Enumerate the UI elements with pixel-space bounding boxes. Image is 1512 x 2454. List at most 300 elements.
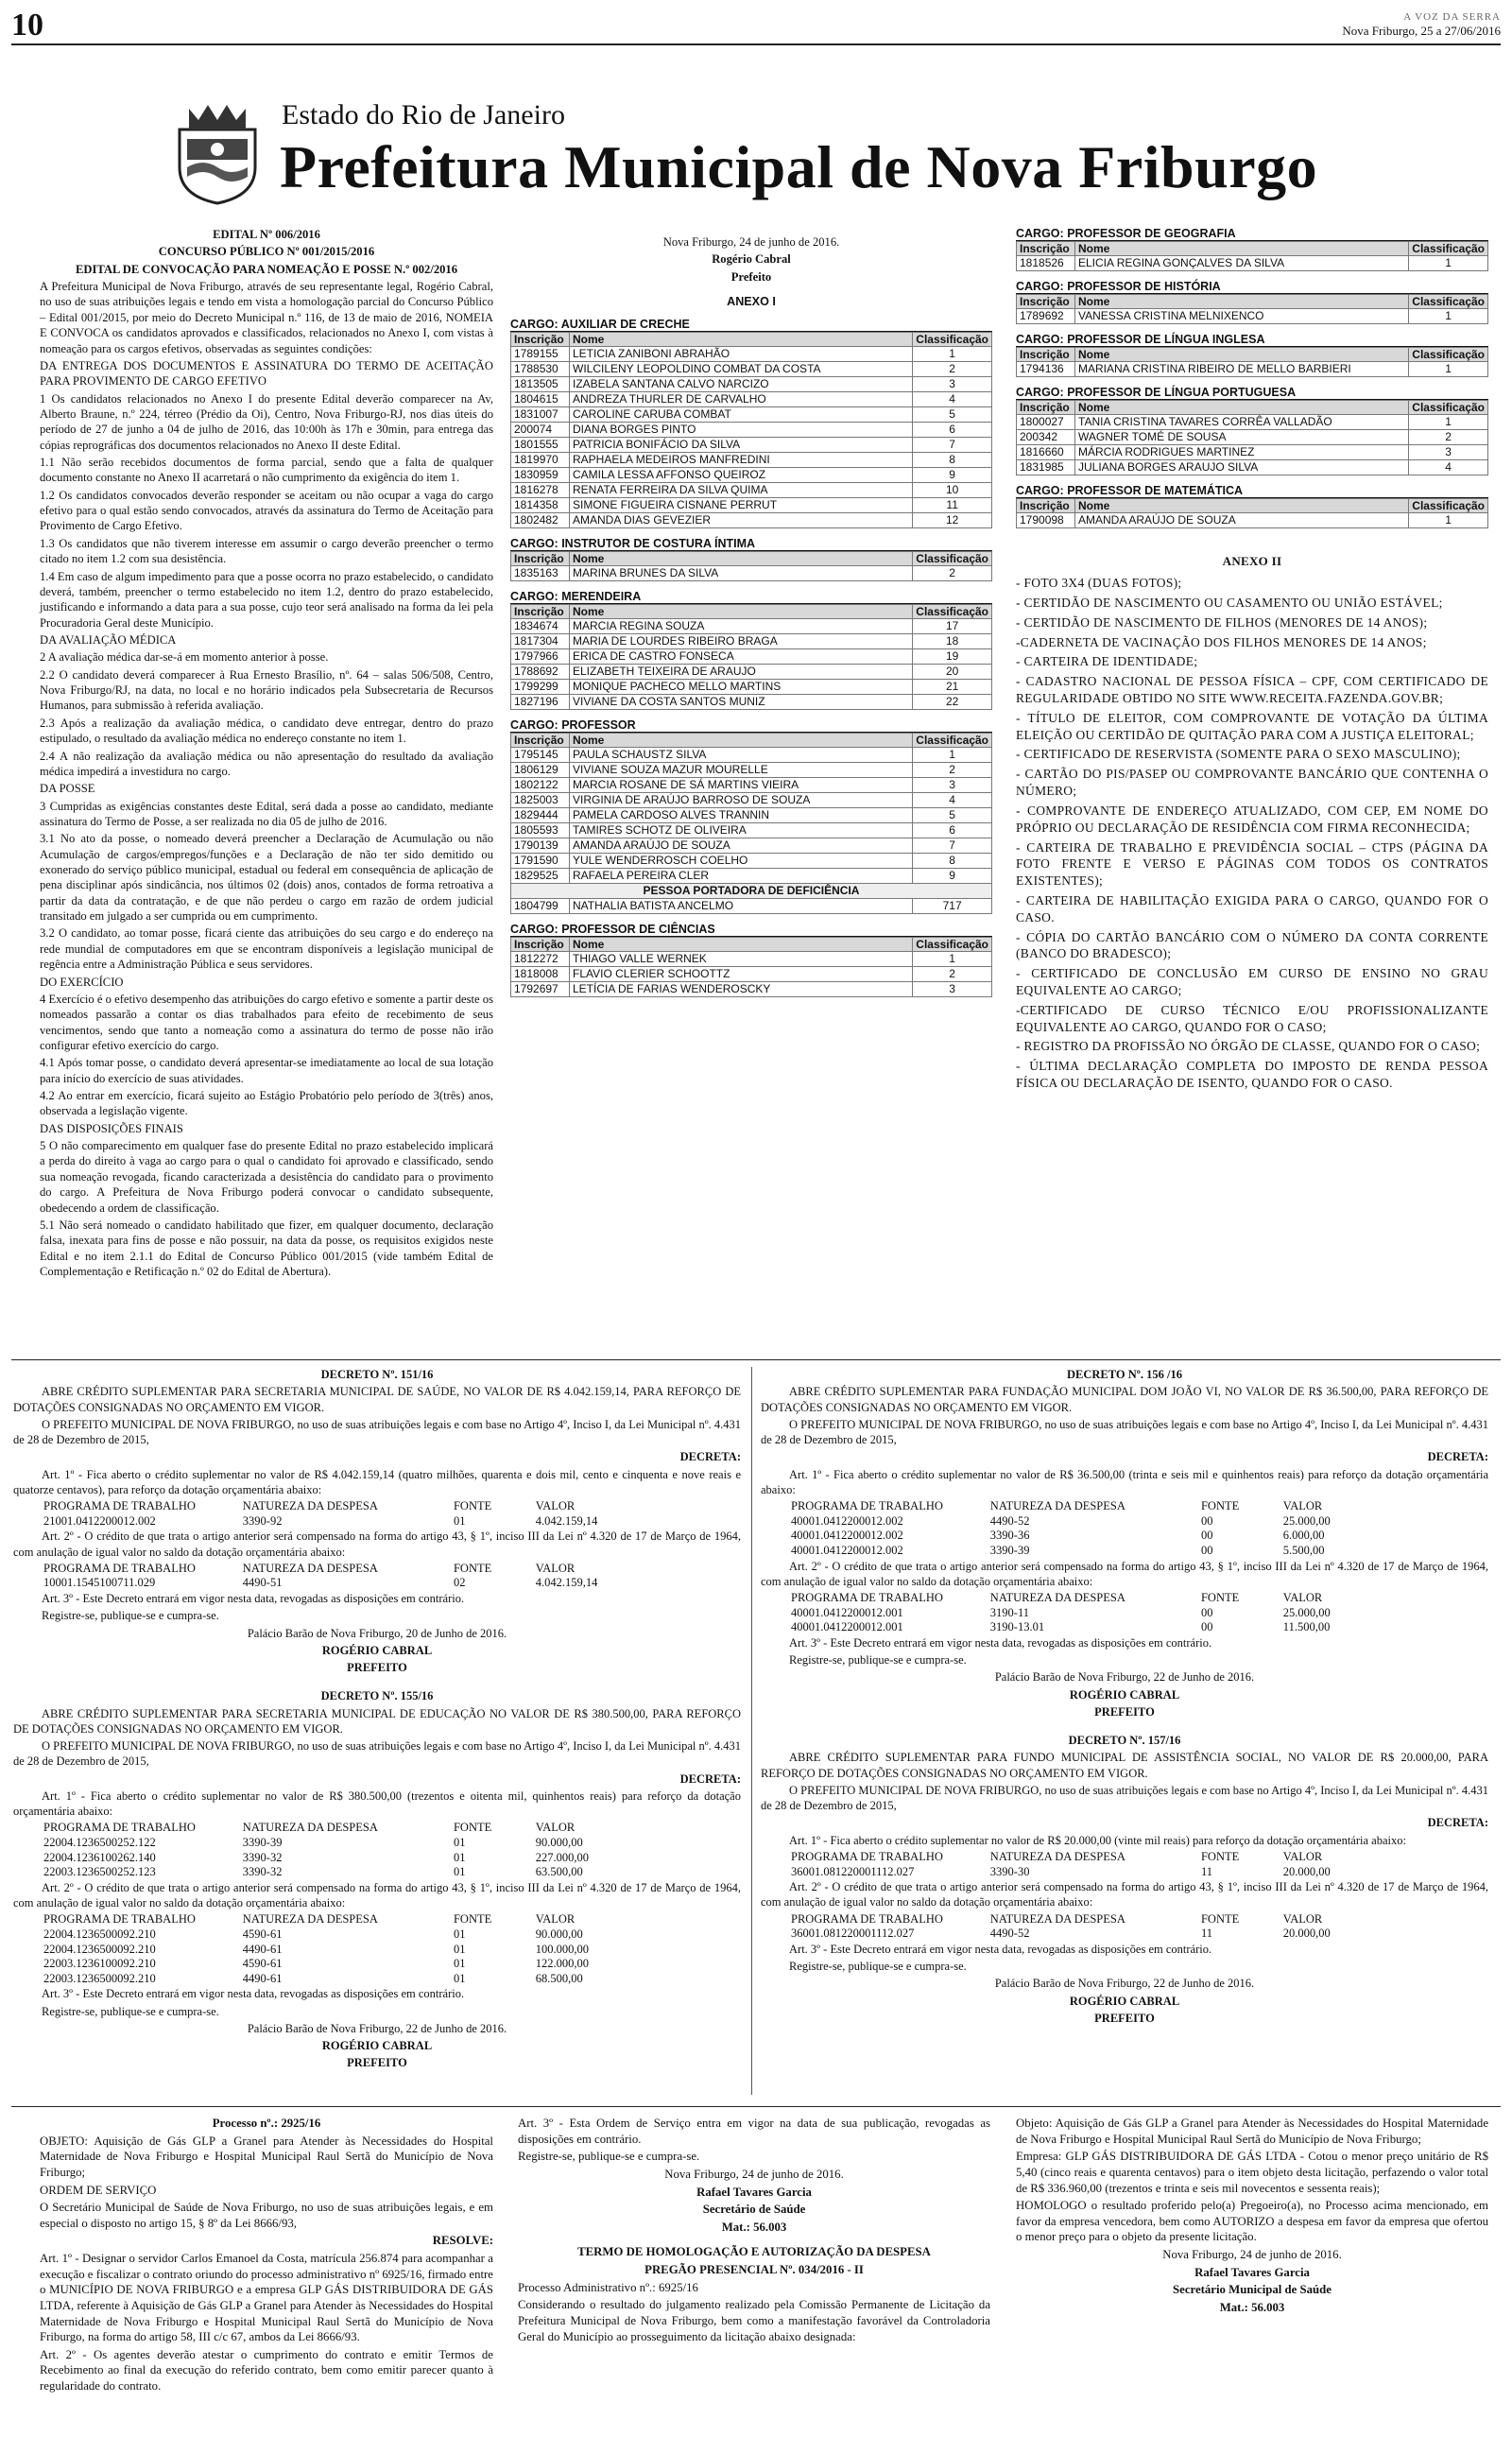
decree-cell: 40001.0412200012.002: [791, 1543, 903, 1557]
edital-paragraph: 1.3 Os candidatos que não tiverem interesse em assumir o cargo deverão preencher o termo citado no item 1.2 com sua desistência.: [40, 536, 493, 566]
table-row: [511, 566, 992, 581]
cargo-label: CARGO:: [1016, 386, 1064, 399]
column-header: Classificação: [913, 605, 992, 619]
decree-table-row: [789, 1850, 1375, 1865]
decree-palacio: Palácio Barão de Nova Friburgo, 20 de Junho de 2016.: [247, 1626, 507, 1640]
inscricao-cell: 1791590: [511, 854, 570, 869]
table-row: [511, 453, 992, 468]
inscricao-cell: 1814358: [511, 498, 570, 513]
decree-table: [789, 1499, 1375, 1559]
decree-cell: PROGRAMA DE TRABALHO: [43, 1499, 196, 1512]
table-row: [511, 634, 992, 649]
candidate-table: [1016, 241, 1488, 271]
decree-table-row: [42, 1576, 627, 1591]
class-cell: 3: [913, 982, 992, 997]
decree-cell: 11: [1200, 1927, 1213, 1941]
state-name: Estado do Rio de Janeiro: [282, 99, 565, 130]
column-header: Classificação: [913, 938, 992, 952]
name-cell: MARCIA REGINA SOUZA: [570, 619, 913, 634]
table-row: [1017, 309, 1488, 324]
inscricao-cell: 1819970: [511, 453, 570, 468]
name-cell: TAMIRES SCHOTZ DE OLIVEIRA: [570, 823, 913, 838]
name-cell: MARCIA ROSANE DE SÁ MARTINS VIEIRA: [570, 778, 913, 793]
decree-palacio: Palácio Barão de Nova Friburgo, 22 de Junho de 2016.: [247, 2021, 507, 2035]
decree-cell: 00: [1200, 1620, 1213, 1634]
table-row: [1017, 513, 1488, 528]
termo-pregao: PREGÃO PRESENCIAL Nº. 034/2016 - II: [644, 2263, 864, 2276]
decree-cell: 01: [453, 1971, 466, 1985]
decree-cell: NATUREZA DA DESPESA: [989, 1911, 1125, 1926]
termo-title: TERMO DE HOMOLOGAÇÃO E AUTORIZAÇÃO DA DESPESA: [577, 2245, 931, 2259]
inscricao-cell: 1804799: [511, 899, 570, 914]
edital-paragraph: 2.3 Após a realização da avaliação médica, o candidato deve entregar, dentro do prazo estipulado, o resultado da avaliação médica no endereço constante no item 1.: [40, 716, 493, 746]
decree-d155: [13, 1688, 741, 2070]
decree-cell: 4.042.159,14: [535, 1513, 598, 1528]
class-cell: 22: [913, 695, 992, 710]
decree-decreta: DECRETA:: [679, 1450, 741, 1464]
class-cell: 8: [913, 453, 992, 468]
anexo1-groups: [510, 318, 992, 997]
column-header: Inscrição: [1017, 401, 1075, 415]
cargo-label: CARGO:: [1016, 333, 1064, 346]
decree-cell: 11.500,00: [1282, 1620, 1331, 1634]
inscricao-cell: 1800027: [1017, 415, 1075, 430]
sign-role: Prefeito: [730, 269, 772, 284]
decree-reg: Registre-se, publique-se e cumpra-se.: [42, 2004, 219, 2018]
termo-sign-role: Secretário Municipal de Saúde: [1173, 2283, 1332, 2297]
name-cell: CAMILA LESSA AFFONSO QUEIROZ: [570, 468, 913, 483]
name-cell: WAGNER TOMÉ DE SOUSA: [1075, 430, 1409, 445]
table-row: [511, 498, 992, 513]
name-cell: JULIANA BORGES ARAUJO SILVA: [1075, 460, 1409, 475]
decree-cell: 3190-11: [989, 1605, 1029, 1619]
edital-body: [40, 279, 493, 1279]
cargo-name: PROFESSOR DE CIÊNCIAS: [561, 923, 715, 937]
decree-cell: 11: [1200, 1864, 1213, 1878]
decree-table-row: [42, 1562, 627, 1577]
edital-paragraph: DO EXERCÍCIO: [40, 975, 124, 989]
decree-palacio: Palácio Barão de Nova Friburgo, 22 de Junho de 2016.: [994, 1670, 1255, 1685]
cargo-label: CARGO:: [510, 590, 558, 604]
header-right: [1342, 11, 1501, 39]
decree-sign-name: ROGÉRIO CABRAL: [1069, 1687, 1180, 1702]
decree-sign-name: ROGÉRIO CABRAL: [321, 1643, 433, 1657]
processo-art3: Art. 3º - Esta Ordem de Serviço entra em vigor na data de sua publicação, revogadas as disposições em contrário.: [518, 2117, 990, 2146]
decree-art3: Art. 3º - Este Decreto entrará em vigor nesta data, revogadas as disposições em contrário.: [789, 1635, 1212, 1650]
section-divider: [11, 1359, 1501, 1360]
anexo2-item: - TÍTULO DE ELEITOR, COM COMPROVANTE DE VOTAÇÃO DA ÚLTIMA ELEIÇÃO OU CERTIDÃO DE QUITAÇÃO PARA COM A JUSTIÇA ELEITORAL;: [1016, 710, 1488, 742]
name-cell: MARINA BRUNES DA SILVA: [570, 566, 913, 581]
cargo-name: PROFESSOR: [561, 718, 636, 733]
decree-cell: VALOR: [1282, 1849, 1323, 1863]
cargo-label: CARGO:: [1016, 227, 1064, 240]
table-row: [511, 808, 992, 823]
decree-art1: Art. 1º - Fica aberto o crédito suplementar no valor de R$ 380.500,00 (trezentos e oitenta mil, quinhentos reais) para reforço da dotação orçamentária abaixo:: [13, 1789, 741, 1818]
decree-cell: 4490-51: [242, 1576, 283, 1590]
decree-cell: NATUREZA DA DESPESA: [989, 1499, 1125, 1512]
class-cell: 1: [1409, 362, 1488, 377]
decree-cell: VALOR: [535, 1561, 576, 1575]
decree-table: [42, 1912, 627, 1986]
decree-cell: 6.000,00: [1282, 1529, 1325, 1543]
inscricao-cell: 1813505: [511, 377, 570, 392]
decree-cell: 100.000,00: [535, 1942, 590, 1956]
name-cell: AMANDA DIAS GEVEZIER: [570, 513, 913, 528]
decree-cell: PROGRAMA DE TRABALHO: [791, 1591, 943, 1604]
section-divider-2: [11, 2106, 1501, 2107]
column-header: Classificação: [913, 734, 992, 748]
decree-cell: FONTE: [1200, 1499, 1240, 1512]
column-header: Nome: [570, 333, 913, 347]
decree-cell: PROGRAMA DE TRABALHO: [791, 1849, 943, 1863]
processo-art2: Art. 2º - Os agentes deverão atestar o cumprimento do contrato e emitir Termos de Recebimento ao final da execução do referido contrato, bem como emitir parecer quanto à regularidade do contrato.: [40, 2347, 493, 2393]
table-row: [1017, 460, 1488, 475]
processo-date: Nova Friburgo, 24 de junho de 2016.: [664, 2167, 844, 2181]
name-cell: MARIANA CRISTINA RIBEIRO DE MELLO BARBIERI: [1075, 362, 1409, 377]
decree-title: DECRETO Nº. 155/16: [320, 1689, 434, 1703]
name-cell: ERICA DE CASTRO FONSECA: [570, 649, 913, 665]
cargo-name: PROFESSOR DE LÍNGUA INGLESA: [1067, 333, 1265, 346]
decree-cell: 22003.1236500092.210: [43, 1971, 156, 1985]
inscricao-cell: 1827196: [511, 695, 570, 710]
decree-cell: 4490-61: [242, 1942, 283, 1956]
name-cell: DIANA BORGES PINTO: [570, 423, 913, 438]
name-cell: RAPHAELA MEDEIROS MANFREDINI: [570, 453, 913, 468]
decree-sign-name: ROGÉRIO CABRAL: [321, 2039, 433, 2053]
prefeitura-title: Prefeitura Municipal de Nova Friburgo: [280, 133, 1318, 200]
decree-cell: NATUREZA DA DESPESA: [242, 1561, 378, 1575]
column-header: Classificação: [1409, 295, 1488, 309]
decree-art3: Art. 3º - Este Decreto entrará em vigor nesta data, revogadas as disposições em contrário.: [789, 1942, 1212, 1956]
decree-table-row: [42, 1943, 627, 1958]
decree-cell: 10001.1545100711.029: [43, 1576, 156, 1590]
decree-reg: Registre-se, publique-se e cumpra-se.: [789, 1960, 967, 1974]
column-divider: [751, 1367, 752, 2095]
anexo2-item: - CARTEIRA DE IDENTIDADE;: [1016, 654, 1198, 669]
decree-d156: [761, 1367, 1488, 1720]
decree-table-row: [789, 1529, 1375, 1544]
candidate-table: [510, 604, 992, 710]
anexo2-title: ANEXO II: [1222, 554, 1282, 568]
inscricao-cell: 1831985: [1017, 460, 1075, 475]
table-row: [511, 778, 992, 793]
name-cell: MÁRCIA RODRIGUES MARTINEZ: [1075, 445, 1409, 460]
inscricao-cell: 1804615: [511, 392, 570, 407]
name-cell: WILCILENY LEOPOLDINO COMBAT DA COSTA: [570, 362, 913, 377]
class-cell: 1: [1409, 415, 1488, 430]
anexo2-item: - CÓPIA DO CARTÃO BANCÁRIO COM O NÚMERO DA CONTA CORRENTE (BANCO DO BRADESCO);: [1016, 929, 1488, 961]
decree-sign-role: PREFEITO: [1094, 2011, 1155, 2025]
decree-abre: ABRE CRÉDITO SUPLEMENTAR PARA FUNDO MUNICIPAL DE ASSISTÊNCIA SOCIAL, NO VALOR DE R$ 20.000,00, PARA REFORÇO DE DOTAÇÕES CONSIGNADAS NO ORÇAMENTO EM VIGOR.: [761, 1751, 1488, 1780]
name-cell: IZABELA SANTANA CALVO NARCIZO: [570, 377, 913, 392]
decree-cell: 01: [453, 1927, 466, 1941]
decree-decreta: DECRETA:: [1427, 1450, 1488, 1464]
decree-cell: NATUREZA DA DESPESA: [242, 1499, 378, 1512]
processo-reg: Registre-se, publique-se e cumpra-se.: [518, 2150, 700, 2164]
column-header: Nome: [1075, 295, 1409, 309]
name-cell: TANIA CRISTINA TAVARES CORRÊA VALLADÃO: [1075, 415, 1409, 430]
column-header: Nome: [1075, 348, 1409, 362]
name-cell: AMANDA ARAÚJO DE SOUZA: [1075, 513, 1409, 528]
decree-cell: 3190-13.01: [989, 1620, 1045, 1634]
decree-sign-role: PREFEITO: [1094, 1704, 1155, 1719]
decree-cell: 02: [453, 1576, 466, 1590]
table-row: [511, 483, 992, 498]
table-row: [511, 438, 992, 453]
edital-paragraph: 1.1 Não serão recebidos documentos de forma parcial, sendo que a falta de qualquer documento constante no Anexo II acarretará o não cumprimento da exigência do item 1.: [40, 456, 493, 485]
class-cell: 1: [913, 952, 992, 967]
decree-cell: VALOR: [535, 1821, 576, 1835]
edital-column: [40, 227, 493, 1281]
cargo-heading: [510, 537, 992, 551]
inscricao-cell: 1830959: [511, 468, 570, 483]
decree-cell: 3390-32: [242, 1865, 283, 1879]
edital-paragraph: 3.2 O candidato, ao tomar posse, ficará ciente das atribuições do seu cargo e do endereço na rede mundial de computadores em que se encontram disponíveis a legislação municipal de regência entre a Administração Pública e seus servidores.: [40, 926, 493, 972]
name-cell: PAMELA CARDOSO ALVES TRANNIN: [570, 808, 913, 823]
decree-cell: 22003.1236100092.210: [43, 1957, 156, 1971]
class-cell: 6: [913, 423, 992, 438]
column-header: Nome: [570, 938, 913, 952]
decree-title: DECRETO Nº. 157/16: [1068, 1734, 1181, 1748]
publication-name: A VOZ DA SERRA: [1403, 11, 1501, 23]
inscricao-cell: 1789692: [1017, 309, 1075, 324]
decree-cell: 90.000,00: [535, 1835, 583, 1849]
decree-prefeito: O PREFEITO MUNICIPAL DE NOVA FRIBURGO, no uso de suas atribuições legais e com base no Artigo 4º, Inciso I, da Lei Municipal nº. 4.431 de 28 de Dezembro de 2015,: [13, 1739, 741, 1769]
table-row: [511, 377, 992, 392]
name-cell: FLAVIO CLERIER SCHOOTTZ: [570, 967, 913, 982]
pd-row: [511, 884, 992, 899]
name-cell: ELIZABETH TEIXEIRA DE ARAUJO: [570, 665, 913, 680]
decree-art2: Art. 2º - O crédito de que trata o artigo anterior será compensado na forma do artigo 43, § 1º, inciso III da Lei nº 4.320 de 17 de Março de 1964, com anulação de igual valor no saldo da dotação orçamentária abaixo:: [13, 1529, 741, 1559]
name-cell: AMANDA ARAÚJO DE SOUZA: [570, 838, 913, 854]
cargo-label: CARGO:: [510, 718, 558, 733]
cargo-heading: [1016, 227, 1488, 241]
decree-cell: FONTE: [1200, 1849, 1240, 1863]
column-header: Nome: [1075, 401, 1409, 415]
decree-cell: 4490-52: [989, 1927, 1030, 1941]
termo-date: Nova Friburgo, 24 de junho de 2016.: [1162, 2248, 1342, 2261]
class-cell: 1: [913, 748, 992, 763]
class-cell: 2: [1409, 430, 1488, 445]
anexo2-list: [1016, 575, 1488, 1092]
name-cell: VIVIANE SOUZA MAZUR MOURELLE: [570, 763, 913, 778]
decree-cell: 40001.0412200012.001: [791, 1605, 903, 1619]
cargo-name: INSTRUTOR DE COSTURA ÍNTIMA: [561, 537, 756, 551]
anexo1-column: [510, 227, 992, 997]
cargo-name: PROFESSOR DE LÍNGUA PORTUGUESA: [1067, 386, 1297, 399]
column-header: Classificação: [1409, 348, 1488, 362]
class-cell: 19: [913, 649, 992, 665]
decree-cell: 22003.1236500252.123: [43, 1865, 156, 1879]
decree-table-row: [789, 1912, 1375, 1927]
decree-table: [42, 1821, 627, 1880]
termo-homologo: HOMOLOGO o resultado proferido pelo(a) Pregoeiro(a), no Processo acima mencionado, em favor da empresa vencedora, bem como AUTORIZO a despesa em favor da empresa que ofertou o menor preço para o objeto da presente licitação.: [1016, 2199, 1488, 2244]
decree-cell: 36001.081220001112.027: [791, 1864, 915, 1878]
decree-table: [42, 1562, 627, 1591]
inscricao-cell: 1797966: [511, 649, 570, 665]
decree-cell: 3390-39: [989, 1543, 1030, 1557]
class-cell: 8: [913, 854, 992, 869]
column-header: Inscrição: [511, 938, 570, 952]
table-row: [1017, 256, 1488, 271]
cargo-heading: [1016, 386, 1488, 400]
anexo2-item: - CARTÃO DO PIS/PASEP OU COMPROVANTE BANCÁRIO QUE CONTENHA O NÚMERO;: [1016, 767, 1488, 799]
table-row: [511, 407, 992, 423]
decree-table-row: [42, 1957, 627, 1972]
decree-table: [789, 1912, 1375, 1942]
decree-cell: 01: [453, 1865, 466, 1879]
decree-cell: FONTE: [453, 1821, 492, 1835]
anexo2-item: -CERTIFICADO DE CURSO TÉCNICO E/OU PROFISSIONALIZANTE EQUIVALENTE AO CARGO, QUANDO FOR O CASO;: [1016, 1002, 1488, 1034]
decree-art3: Art. 3º - Este Decreto entrará em vigor nesta data, revogadas as disposições em contrário.: [42, 1987, 465, 2001]
anexo2-item: - CADASTRO NACIONAL DE PESSOA FÍSICA – CPF, COM CERTIFICADO DE REGULARIDADE OBTIDO NO SITE WWW.RECEITA.FAZENDA.GOV.BR;: [1016, 674, 1488, 706]
decree-prefeito: O PREFEITO MUNICIPAL DE NOVA FRIBURGO, no uso de suas atribuições legais e com base no Artigo 4º, Inciso I, da Lei Municipal nº. 4.431 de 28 de Dezembro de 2015,: [761, 1417, 1488, 1446]
decree-cell: 3390-32: [242, 1850, 283, 1864]
decree-cell: PROGRAMA DE TRABALHO: [43, 1912, 196, 1927]
table-row: [1017, 415, 1488, 430]
decree-cell: 122.000,00: [535, 1957, 590, 1971]
sign-name: Rogério Cabral: [712, 252, 791, 267]
anexo2-item: - FOTO 3X4 (DUAS FOTOS);: [1016, 576, 1182, 591]
class-cell: 4: [913, 793, 992, 808]
cargo-heading: [1016, 280, 1488, 294]
decree-cell: PROGRAMA DE TRABALHO: [791, 1911, 943, 1926]
decree-cell: 4490-61: [242, 1971, 283, 1985]
column-header: Inscrição: [1017, 499, 1075, 513]
cargo-name: PROFESSOR DE MATEMÁTICA: [1067, 484, 1244, 497]
decree-cell: 68.500,00: [535, 1971, 583, 1985]
edital-paragraph: DAS DISPOSIÇÕES FINAIS: [40, 1121, 183, 1135]
class-cell: 2: [913, 967, 992, 982]
cargo-name: PROFESSOR DE GEOGRAFIA: [1067, 227, 1236, 240]
decree-cell: VALOR: [1282, 1591, 1323, 1604]
decree-table-row: [789, 1591, 1375, 1606]
decree-cell: FONTE: [1200, 1911, 1240, 1926]
table-row: [511, 899, 992, 914]
termo-column-continued: [1016, 2116, 1488, 2318]
processo-sign-mat: Mat.: 56.003: [721, 2220, 787, 2234]
decree-cell: 22004.1236500092.210: [43, 1927, 156, 1941]
column-header: Classificação: [1409, 401, 1488, 415]
class-cell: 1: [913, 347, 992, 362]
processo-sign-name: Rafael Tavares Garcia: [696, 2185, 812, 2199]
table-row: [511, 823, 992, 838]
candidate-table: [1016, 347, 1488, 377]
decree-art3: Art. 3º - Este Decreto entrará em vigor nesta data, revogadas as disposições em contrário.: [42, 1592, 465, 1605]
decree-table: [789, 1591, 1375, 1635]
page-number: 10: [11, 8, 43, 43]
decree-cell: 90.000,00: [535, 1927, 583, 1941]
column-header: Nome: [1075, 499, 1409, 513]
decree-table-row: [42, 1821, 627, 1836]
cargo-label: CARGO:: [510, 923, 558, 937]
class-cell: 1: [1409, 309, 1488, 324]
table-row: [511, 763, 992, 778]
decree-cell: 01: [453, 1942, 466, 1956]
name-cell: ELICIA REGINA GONÇALVES DA SILVA: [1075, 256, 1409, 271]
decree-cell: PROGRAMA DE TRABALHO: [791, 1499, 943, 1512]
inscricao-cell: 1799299: [511, 680, 570, 695]
name-cell: RENATA FERREIRA DA SILVA QUIMA: [570, 483, 913, 498]
decree-table: [789, 1850, 1375, 1879]
inscricao-cell: 1802122: [511, 778, 570, 793]
decree-cell: NATUREZA DA DESPESA: [989, 1591, 1125, 1604]
anexo2-item: - CERTIFICADO DE CONCLUSÃO EM CURSO DE ENSINO NO GRAU EQUIVALENTE AO CARGO;: [1016, 966, 1488, 998]
table-row: [511, 838, 992, 854]
name-cell: CAROLINE CARUBA COMBAT: [570, 407, 913, 423]
class-cell: 717: [913, 899, 992, 914]
ordem-servico: ORDEM DE SERVIÇO: [40, 2183, 157, 2197]
decree-cell: NATUREZA DA DESPESA: [989, 1849, 1125, 1863]
decree-d157: [761, 1733, 1488, 2026]
name-cell: VANESSA CRISTINA MELNIXENCO: [1075, 309, 1409, 324]
cargo-name: MERENDEIRA: [561, 590, 642, 604]
class-cell: 4: [913, 392, 992, 407]
class-cell: 2: [913, 362, 992, 377]
inscricao-cell: 1794136: [1017, 362, 1075, 377]
table-row: [511, 362, 992, 377]
cargo-name: AUXILIAR DE CRECHE: [560, 318, 690, 332]
decree-art1: Art. 1º - Fica aberto o crédito suplementar no valor de R$ 36.500,00 (trinta e seis mil e quinhentos reais) para reforço da dotação orçamentária abaixo:: [761, 1467, 1488, 1496]
decree-cell: 22004.1236500092.210: [43, 1942, 156, 1956]
table-row: [511, 392, 992, 407]
edital-paragraph: DA AVALIAÇÃO MÉDICA: [40, 632, 177, 647]
inscricao-cell: 1818008: [511, 967, 570, 982]
decree-cell: PROGRAMA DE TRABALHO: [43, 1821, 196, 1835]
edital-paragraph: 5.1 Não será nomeado o candidato habilitado que fizer, em qualquer documento, declaração falsa, inexata para fins de posse e não possuir, na data da posse, os requisitos exigidos neste Edital e no item 2.1.1 do Edital de Concurso Público 001/2015 (vide também Edital de Complementação e Retificação n.º 02 do Edital de Abertura).: [40, 1218, 493, 1278]
decree-cell: 25.000,00: [1282, 1513, 1331, 1528]
name-cell: LETICIA ZANIBONI ABRAHÃO: [570, 347, 913, 362]
decree-prefeito: O PREFEITO MUNICIPAL DE NOVA FRIBURGO, no uso de suas atribuições legais e com base no Artigo 4º, Inciso I, da Lei Municipal nº. 4.431 de 28 de Dezembro de 2015,: [13, 1417, 741, 1446]
decree-table-row: [42, 1836, 627, 1851]
name-cell: LETÍCIA DE FARIAS WENDEROSCKY: [570, 982, 913, 997]
inscricao-cell: 1790139: [511, 838, 570, 854]
termo-objeto: Objeto: Aquisição de Gás GLP a Granel para Atender às Necessidades do Hospital Maternidade de Nova Friburgo e Hospital Municipal Raul Sertã do Município de Nova Friburgo;: [1016, 2117, 1488, 2146]
table-row: [511, 680, 992, 695]
decree-cell: 01: [453, 1513, 466, 1528]
decree-cell: 4590-61: [242, 1957, 283, 1971]
candidate-table: [510, 733, 992, 914]
decree-cell: PROGRAMA DE TRABALHO: [43, 1561, 196, 1575]
edital-paragraph: 4 Exercício é o efetivo desempenho das atribuições do cargo efetivo e somente a partir deste os nomeados passarão a contar os dias trabalhados para efeito de recebimento de seus vencimentos, sendo que tanto a nomeação como a assinatura do termo de posse não irão configurar efetivo exercício do cargo.: [40, 992, 493, 1052]
table-row: [511, 967, 992, 982]
edital-paragraph: 4.1 Após tomar posse, o candidato deverá apresentar-se imediatamente ao local de sua lotação para início do exercício de suas atividades.: [40, 1056, 493, 1085]
name-cell: MARIA DE LOURDES RIBEIRO BRAGA: [570, 634, 913, 649]
decree-cell: 22004.1236100262.140: [43, 1850, 156, 1864]
decree-table-row: [789, 1606, 1375, 1621]
cargo-name: PROFESSOR DE HISTÓRIA: [1067, 280, 1221, 293]
termo-processo: Processo Administrativo nº.: 6925/16: [518, 2280, 698, 2294]
decree-title: DECRETO Nº. 156 /16: [1067, 1368, 1182, 1381]
decree-title: DECRETO Nº. 151/16: [320, 1368, 434, 1381]
decree-sign-role: PREFEITO: [347, 2056, 407, 2070]
inscricao-cell: 1834674: [511, 619, 570, 634]
table-row: [511, 619, 992, 634]
decree-cell: VALOR: [535, 1499, 576, 1512]
inscricao-cell: 200074: [511, 423, 570, 438]
inscricao-cell: 1816660: [1017, 445, 1075, 460]
name-cell: MONIQUE PACHECO MELLO MARTINS: [570, 680, 913, 695]
name-cell: VIVIANE DA COSTA SANTOS MUNIZ: [570, 695, 913, 710]
edition-date: Nova Friburgo, 25 a 27/06/2016: [1342, 24, 1501, 39]
decree-cell: 36001.081220001112.027: [791, 1927, 915, 1941]
anexo2-item: - CERTIDÃO DE NASCIMENTO DE FILHOS (MENORES DE 14 ANOS);: [1016, 614, 1428, 630]
decree-cell: 01: [453, 1835, 466, 1849]
cargo-heading: [510, 318, 992, 332]
table-row: [511, 869, 992, 884]
edital-paragraph: 3 Cumpridas as exigências constantes deste Edital, será dada a posse ao candidato, mediante assinatura do Termo de Posse, a ser realizada no dia 05 de julho de 2016.: [40, 799, 493, 828]
cargo-label: CARGO:: [510, 537, 558, 551]
